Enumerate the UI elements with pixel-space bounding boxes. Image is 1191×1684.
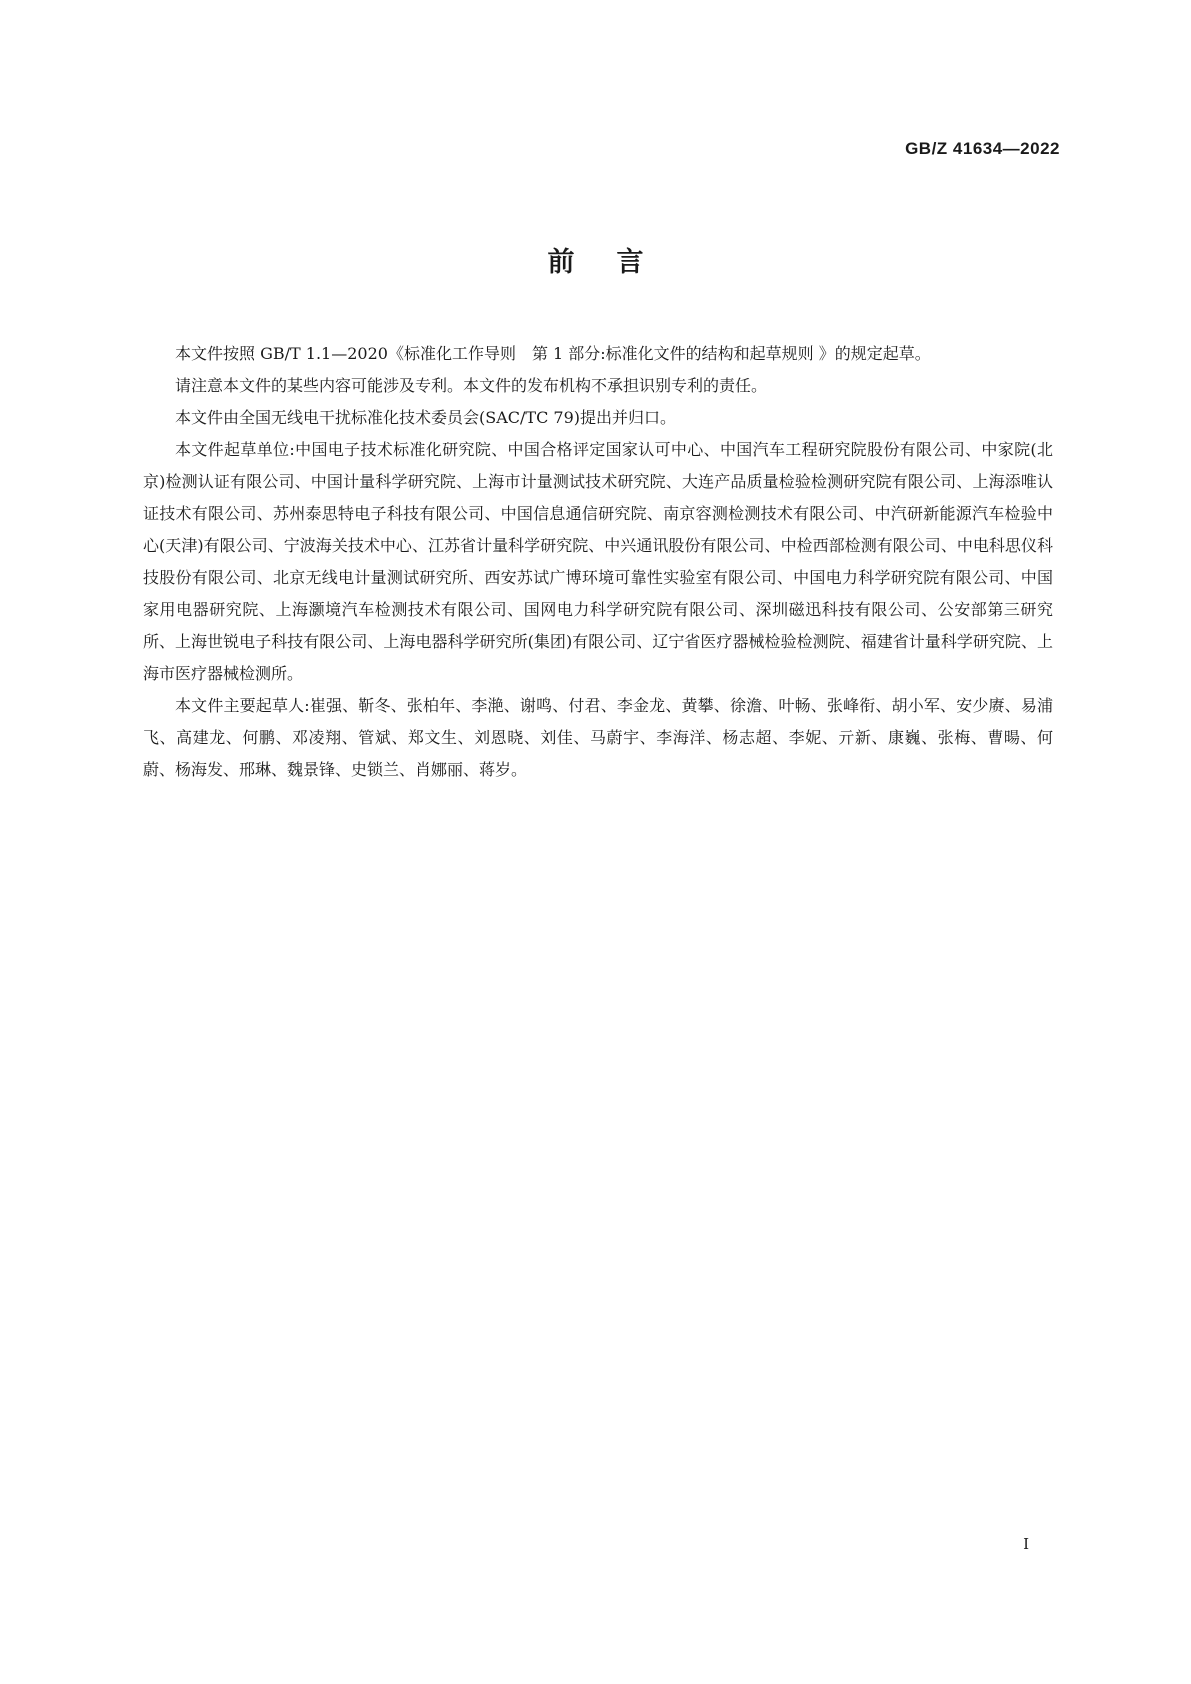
paragraph-patent-notice: 请注意本文件的某些内容可能涉及专利。本文件的发布机构不承担识别专利的责任。: [175, 376, 768, 395]
paragraph-drafting-organizations: 本文件起草单位:中国电子技术标准化研究院、中国合格评定国家认可中心、中国汽车工程研究院股份有限公司、中家院(北京)检测认证有限公司、中国计量科学研究院、上海市计量测试技术研究院、大连产品质量检验检测研究院有限公司、上海添唯认证技术有限公司、苏州泰思特电子科技有限公司、中国信息通信研究院、南京容测检测技术有限公司、中汽研新能源汽车检验中心(天津)有限公司、宁波海关技术中心、江苏省计量科学研究院、中兴通讯股份有限公司、中检西部检测有限公司、中电科思仪科技股份有限公司、北京无线电计量测试研究所、西安苏试广博环境可靠性实验室有限公司、中国电力科学研究院有限公司、中国家用电器研究院、上海灏境汽车检测技术有限公司、国网电力科学研究院有限公司、深圳磁迅科技有限公司、公安部第三研究所、上海世锐电子科技有限公司、上海电器科学研究所(集团)有限公司、辽宁省医疗器械检验检测院、福建省计量科学研究院、上海市医疗器械检测所。: [143, 440, 1053, 683]
foreword-heading: 前言: [547, 247, 686, 278]
paragraph-drafting-rules: 本文件按照 GB/T 1.1—2020《标准化工作导则 第 1 部分:标准化文件的结构和起草规则 》的规定起草。: [175, 344, 931, 363]
standard-code: GB/Z 41634—2022: [905, 139, 1060, 158]
page-number: I: [1023, 1535, 1029, 1553]
paragraph-proposer: 本文件由全国无线电干扰标准化技术委员会(SAC/TC 79)提出并归口。: [175, 408, 676, 427]
foreword-body: [143, 338, 1053, 786]
paragraph-drafters: 本文件主要起草人:崔强、靳冬、张柏年、李滟、谢鸣、付君、李金龙、黄攀、徐澹、叶畅、张峰衔、胡小军、安少赓、易浦飞、高建龙、何鹏、邓凌翔、管斌、郑文生、刘恩晓、刘佳、马蔚宇、李海洋、杨志超、李妮、亓新、康巍、张梅、曹暘、何蔚、杨海发、邢琳、魏景锋、史锁兰、肖娜丽、蒋岁。: [143, 696, 1053, 779]
